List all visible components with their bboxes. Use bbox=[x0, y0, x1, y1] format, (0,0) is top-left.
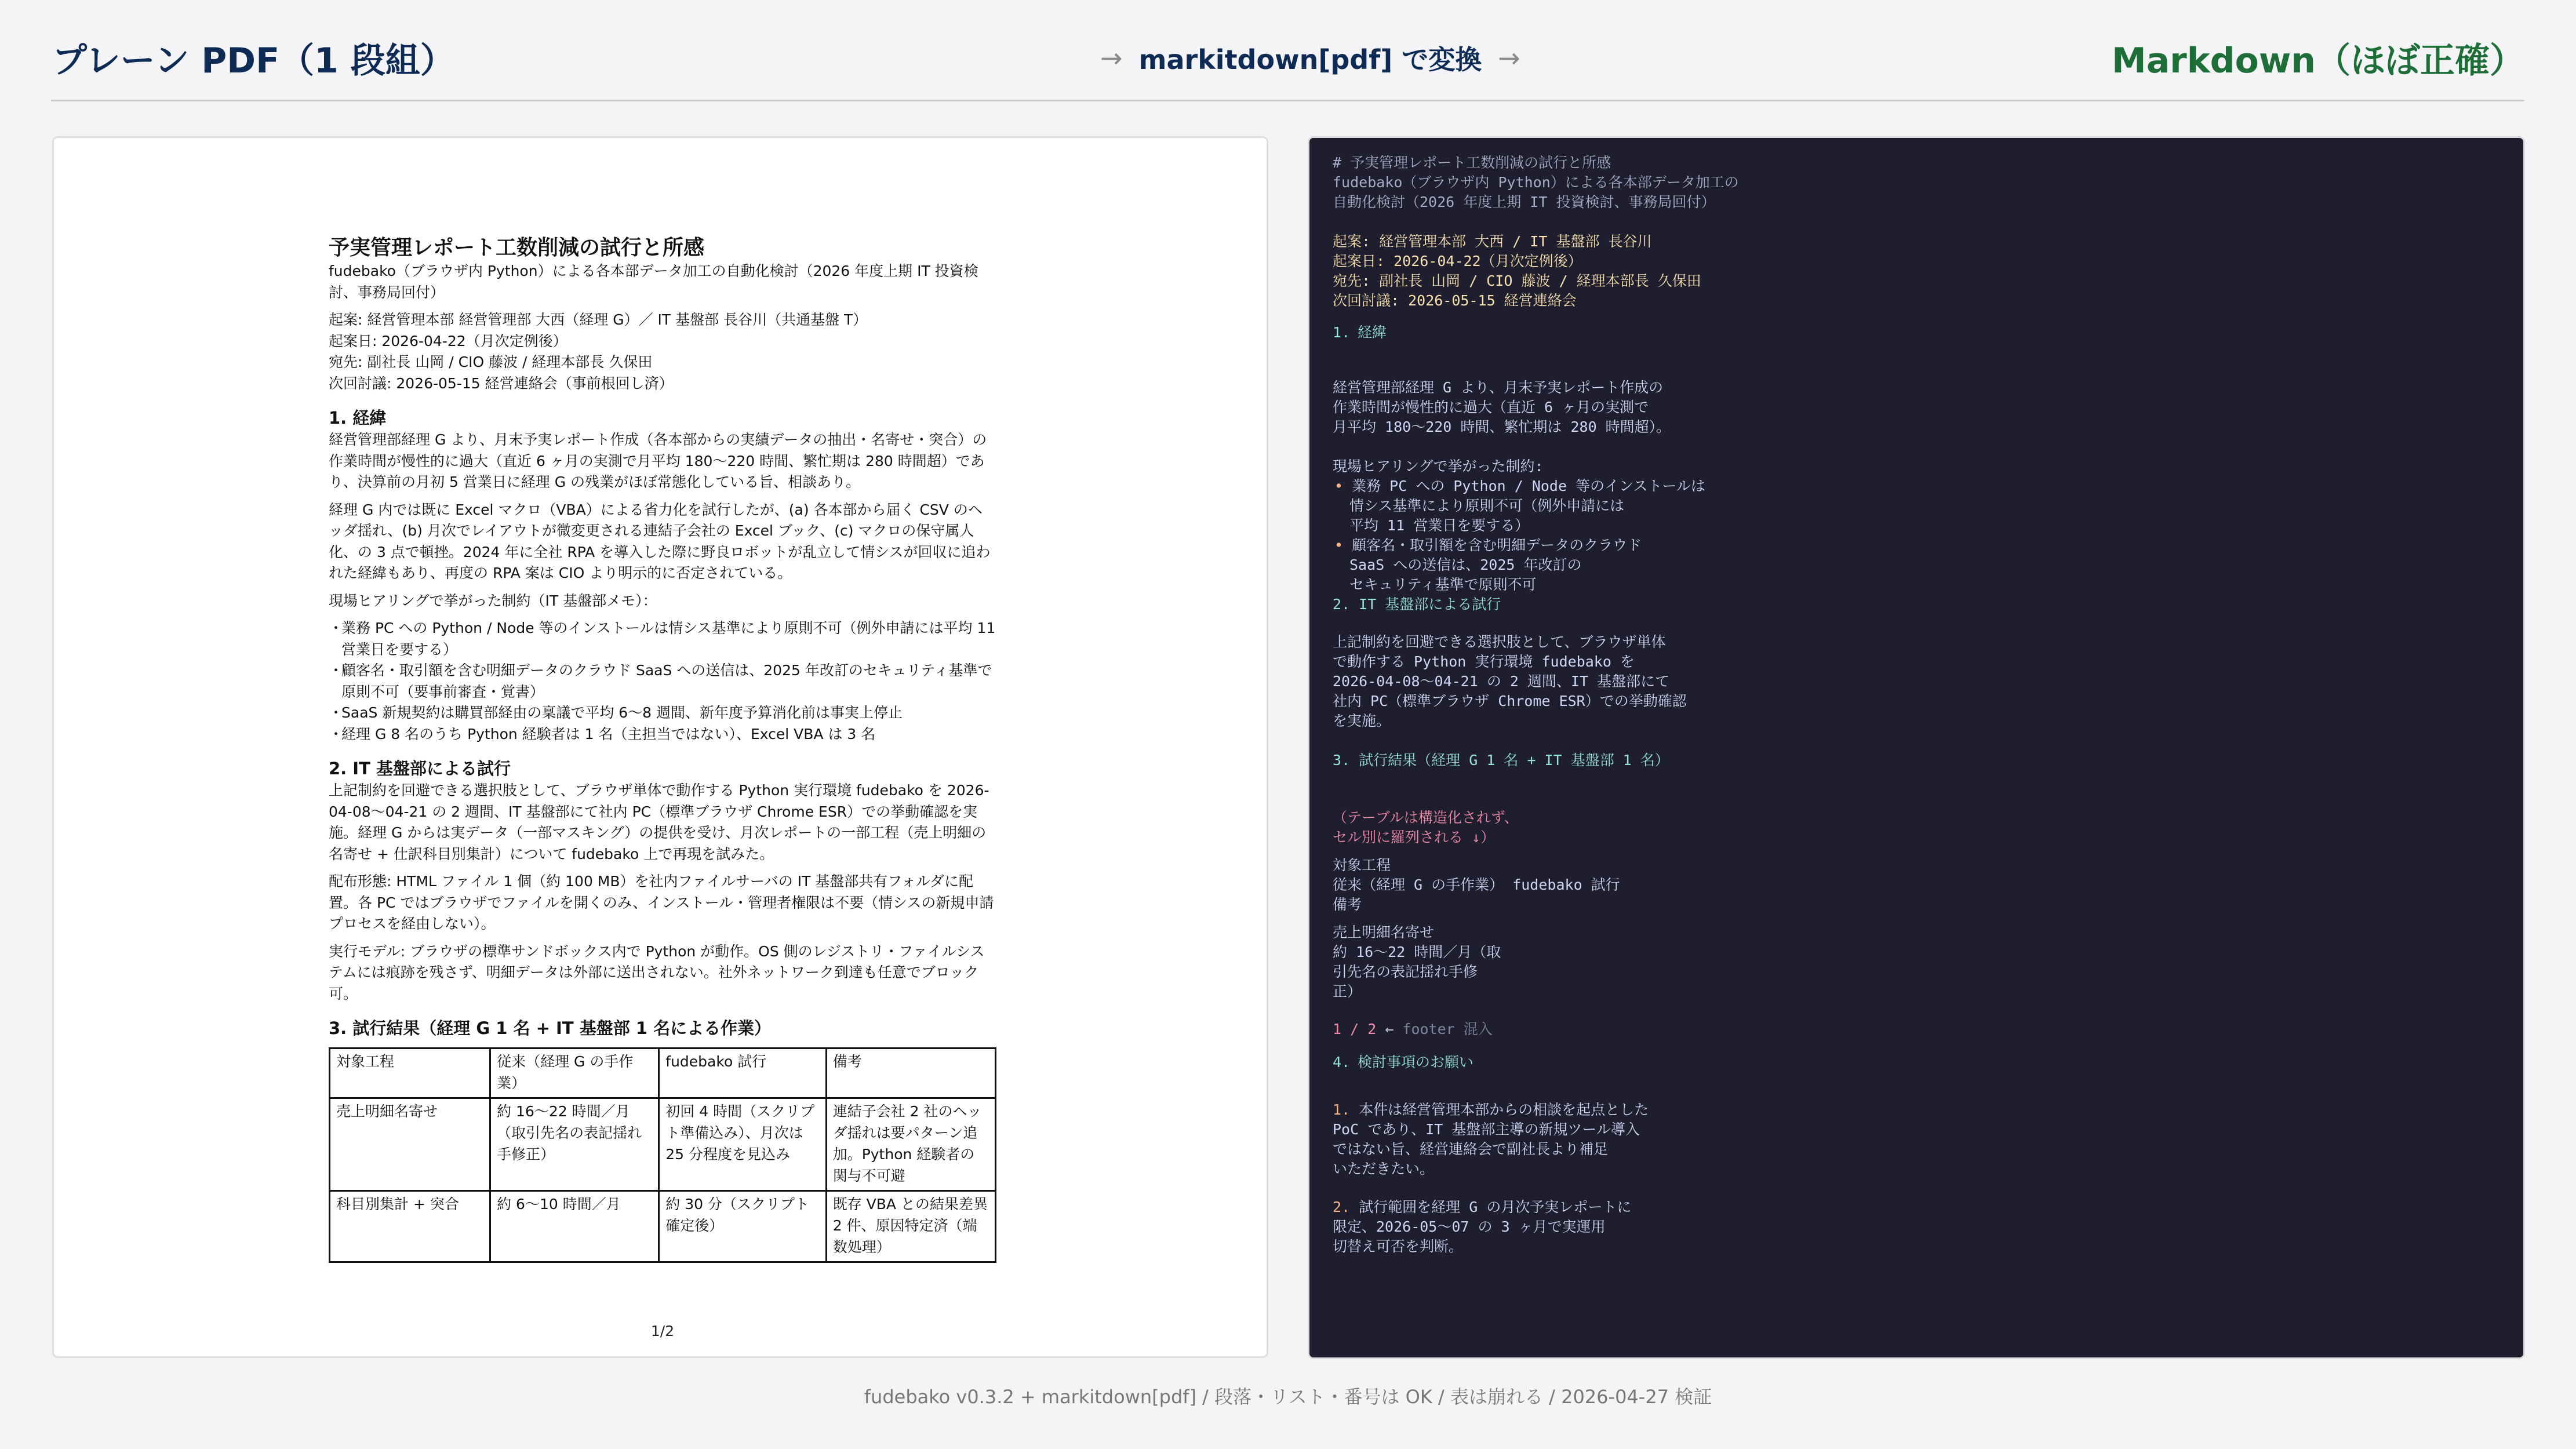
markdown-text-text: 引先名の表記揺れ手修 bbox=[1333, 963, 1478, 980]
markdown-text-text: 上記制約を回避できる選択肢として、ブラウザ単体 bbox=[1333, 634, 1666, 650]
markdown-text-text: 情シス基準により原則不可（例外申請には bbox=[1349, 497, 1625, 514]
document-meta bbox=[329, 310, 996, 394]
meta-date: 起案日: 2026-04-22（月次定例後） bbox=[329, 332, 567, 349]
markdown-line bbox=[1358, 1053, 1473, 1072]
markdown-text-text: SaaS への送信は、2025 年改訂の bbox=[1349, 556, 1582, 573]
markdown-line bbox=[1333, 291, 1577, 311]
bullet-icon: • bbox=[1334, 478, 1344, 494]
markdown-meta-text: 宛先: 副社長 山岡 / CIO 藤波 / 経理本部長 久保田 bbox=[1333, 272, 1701, 289]
conversion-label bbox=[1084, 32, 1537, 84]
paragraph: 経営管理部経理 G より、月末予実レポート作成（各本部からの実績データの抽出・名寄せ・突合）の作業時間が慢性的に過大（直近 6 ヶ月の実測で月平均 180〜220 時間、繁忙期は 280 時間超）であり、決算前の月初 5 営業日に経理 G の残業がほぼ常態化している旨、相談あり。 bbox=[329, 431, 987, 490]
source-panel-title: プレーン PDF（1 段組） bbox=[52, 41, 455, 81]
markdown-line bbox=[1333, 1197, 1631, 1217]
meta-recipients: 宛先: 副社長 山岡 / CIO 藤波 / 経理本部長 久保田 bbox=[329, 354, 653, 370]
markdown-meta-text: 次回討議: 2026-05-15 経営連絡会 bbox=[1333, 292, 1577, 309]
table-cell: 売上明細名寄せ bbox=[330, 1098, 490, 1191]
markdown-line bbox=[1333, 632, 1666, 652]
markdown-line bbox=[1333, 192, 1715, 212]
markdown-line bbox=[1333, 923, 1434, 942]
markdown-line bbox=[1333, 751, 1669, 770]
table-cell: 初回 4 時間（スクリプト準備込み）、月次は 25 分程度を見込み bbox=[659, 1098, 826, 1191]
markdown-text-text: 2026-04-08〜04-21 の 2 週間、IT 基盤部にて bbox=[1333, 673, 1670, 690]
table-header: fudebako 試行 bbox=[659, 1048, 826, 1098]
markdown-line bbox=[1333, 691, 1687, 711]
markdown-annotation-text: 1 / 2 bbox=[1333, 1021, 1377, 1037]
markdown-comment-text: # 予実管理レポート工数削減の試行と所感 bbox=[1333, 154, 1611, 171]
markdown-number-text: 1. bbox=[1333, 1101, 1351, 1118]
paragraph: 現場ヒアリングで挙がった制約（IT 基盤部メモ）： bbox=[329, 592, 657, 609]
markdown-text-text: 本件は経営管理本部からの相談を起点とした bbox=[1350, 1101, 1649, 1118]
bullet-icon: ・ bbox=[329, 725, 344, 742]
markdown-line bbox=[1333, 595, 1501, 614]
list-item bbox=[329, 702, 996, 724]
section-heading: 1. 経緯 bbox=[329, 408, 387, 428]
markdown-line bbox=[1349, 496, 1624, 516]
paragraph: 配布形態: HTML ファイル 1 個（約 100 MB）を社内ファイルサーバの IT 基盤部共有フォルダに配置。各 PC ではブラウザでファイルを開くのみ、インストール・管理者権限は不要（情シスの新規申請プロセスを経由しない）。 bbox=[329, 873, 994, 932]
markdown-line bbox=[1334, 476, 1705, 496]
list-item bbox=[329, 660, 996, 702]
markdown-annotation-text: （テーブルは構造化されず、 bbox=[1333, 809, 1519, 826]
markdown-arrow-text: ← bbox=[1376, 1021, 1403, 1037]
markdown-line bbox=[1333, 1100, 1649, 1120]
pdf-document bbox=[329, 235, 996, 1342]
markdown-line bbox=[1333, 417, 1671, 437]
markdown-line bbox=[1334, 536, 1642, 555]
markdown-line bbox=[1333, 457, 1544, 476]
markdown-line bbox=[1333, 962, 1478, 982]
markdown-text-text: 平均 11 営業日を要する） bbox=[1349, 517, 1530, 534]
markdown-line bbox=[1333, 153, 1611, 173]
table-cell: 科目別集計 + 突合 bbox=[330, 1191, 490, 1262]
markdown-text-text: 試行範囲を経理 G の月次予実レポートに bbox=[1350, 1199, 1632, 1215]
list-item-text: 業務 PC への Python / Node 等のインストールは情シス基準により原則不可（例外申請には平均 11 営業日を要する） bbox=[341, 620, 996, 658]
paragraph: 実行モデル: ブラウザの標準サンドボックス内で Python が動作。OS 側のレジストリ・ファイルシステムには痕跡を残さず、明細データは外部に送出されない。社外ネットワーク到達も任意でブロック可。 bbox=[329, 942, 985, 1002]
output-panel-title: Markdown（ほぼ正確） bbox=[2111, 41, 2524, 81]
section-heading: 3. 試行結果（経理 G 1 名 + IT 基盤部 1 名による作業） bbox=[329, 1018, 772, 1038]
results-table bbox=[329, 1047, 996, 1263]
markdown-line bbox=[1333, 378, 1663, 398]
markdown-line bbox=[1333, 875, 1620, 895]
markdown-line bbox=[1333, 711, 1391, 731]
table-header: 備考 bbox=[826, 1048, 995, 1098]
document-subtitle: fudebako（ブラウザ内 Python）による各本部データ加工の自動化検討（2026 年度上期 IT 投資検討、事務局回付） bbox=[329, 263, 978, 301]
markdown-text-text: 限定、2026-05〜07 の 3 ヶ月で実運用 bbox=[1333, 1218, 1606, 1235]
markdown-code bbox=[1309, 138, 2523, 1357]
markdown-line bbox=[1333, 942, 1501, 962]
table-header-row bbox=[330, 1048, 996, 1098]
markdown-text-text: 売上明細名寄せ bbox=[1333, 924, 1435, 941]
markdown-line bbox=[1333, 232, 1652, 252]
constraint-list bbox=[329, 618, 996, 745]
markdown-text-text: 切替え可否を判断。 bbox=[1333, 1238, 1464, 1255]
markdown-line bbox=[1333, 398, 1649, 417]
markdown-text-text: 業務 PC への Python / Node 等のインストールは bbox=[1343, 478, 1705, 494]
markdown-text-text: 現場ヒアリングで挙がった制約: bbox=[1333, 458, 1544, 475]
markdown-line bbox=[1333, 252, 1582, 271]
markdown-text-text: セキュリティ基準で原則不可 bbox=[1349, 576, 1537, 593]
markdown-line bbox=[1333, 855, 1391, 875]
markdown-heading-text: 経緯 bbox=[1358, 324, 1387, 341]
markdown-line bbox=[1333, 271, 1701, 291]
bullet-icon: • bbox=[1334, 537, 1344, 554]
list-item bbox=[329, 724, 996, 745]
table-cell: 約 30 分（スクリプト確定後） bbox=[659, 1191, 826, 1262]
markdown-line bbox=[1333, 1217, 1606, 1237]
page-number: 1/2 bbox=[650, 1323, 675, 1339]
markdown-text-text: 備考 bbox=[1333, 896, 1362, 913]
markdown-text-text: 対象工程 bbox=[1333, 857, 1391, 873]
markdown-line bbox=[1333, 1120, 1640, 1139]
markdown-meta-text: 起案日: 2026-04-22（月次定例後） bbox=[1333, 253, 1582, 270]
bullet-icon: ・ bbox=[329, 662, 344, 679]
markdown-text-text: を実施。 bbox=[1333, 712, 1391, 729]
markdown-line bbox=[1333, 982, 1362, 1002]
markdown-heading-text: 2. IT 基盤部による試行 bbox=[1333, 596, 1501, 613]
meta-proposer: 起案: 経営管理本部 経営管理部 大西（経理 G）／ IT 基盤部 長谷川（共通基盤 T） bbox=[329, 311, 868, 328]
paragraph: 経理 G 内では既に Excel マクロ（VBA）による省力化を試行したが、(a) 各本部から届く CSV のヘッダ揺れ、(b) 月次でレイアウトが微変更される連結子会社の Excel ブック、(c) マクロの保守属人化、の 3 点で頓挫。2024 年に全社 RPA を導入した際に野良ロボットが乱立して情シスが回収に追われた経緯もあり、再度の RPA 案は CIO より明示的に否定されている。 bbox=[329, 501, 991, 581]
markdown-line bbox=[1358, 323, 1387, 343]
markdown-output-panel bbox=[1308, 136, 2525, 1359]
markdown-text-text: 約 16〜22 時間／月（取 bbox=[1333, 944, 1501, 960]
paragraph: 上記制約を回避できる選択肢として、ブラウザ単体で動作する Python 実行環境 fudebako を 2026-04-08〜04-21 の 2 週間、IT 基盤部にて社内 PC（標準ブラウザ Chrome ESR）での挙動確認を実施。経理 G からは実データ（一部マスキング）の提供を受け、月次レポートの一部工程（売上明細の名寄せ + 仕訳科目別集計）について fudebako 上で再現を試みた。 bbox=[329, 782, 989, 862]
markdown-line bbox=[1333, 323, 1350, 343]
arrow-right-icon: → bbox=[1498, 42, 1520, 74]
pdf-page-preview bbox=[52, 136, 1268, 1358]
table-cell: 既存 VBA との結果差異 2 件、原因特定済（端数処理） bbox=[826, 1191, 995, 1262]
table-header: 従来（経理 G の手作業） bbox=[490, 1048, 659, 1098]
meta-next-meeting: 次回討議: 2026-05-15 経営連絡会（事前根回し済） bbox=[329, 374, 674, 392]
bullet-icon: ・ bbox=[329, 704, 344, 721]
markdown-meta-text: 起案: 経営管理本部 大西 / IT 基盤部 長谷川 bbox=[1333, 233, 1652, 250]
list-item bbox=[329, 618, 996, 660]
footer-caption: fudebako v0.3.2 + markitdown[pdf] / 段落・リスト・番号は OK / 表は崩れる / 2026-04-27 検証 bbox=[864, 1386, 1712, 1408]
list-item-text: 顧客名・取引額を含む明細データのクラウド SaaS への送信は、2025 年改訂のセキュリティ基準で原則不可（要事前審査・覚書） bbox=[341, 662, 992, 700]
markdown-line bbox=[1333, 895, 1362, 915]
bullet-icon: ・ bbox=[329, 620, 344, 636]
table-row bbox=[330, 1098, 996, 1191]
markdown-text-text: 月平均 180〜220 時間、繁忙期は 280 時間超）。 bbox=[1333, 418, 1671, 435]
table-row bbox=[330, 1191, 996, 1262]
markdown-line bbox=[1333, 1237, 1463, 1257]
markdown-line bbox=[1349, 516, 1529, 536]
table-cell: 約 16〜22 時間／月（取引先名の表記揺れ手修正） bbox=[490, 1098, 659, 1191]
list-item-text: 経理 G 8 名のうち Python 経験者は 1 名（主担当ではない）、Excel VBA は 3 名 bbox=[341, 725, 876, 742]
table-cell: 連結子会社 2 社のヘッダ揺れは要パターン追加。Python 経験者の関与不可避 bbox=[826, 1098, 995, 1191]
markdown-line bbox=[1349, 575, 1537, 595]
markdown-line bbox=[1333, 1159, 1434, 1179]
table-cell: 約 6〜10 時間／月 bbox=[490, 1191, 659, 1262]
document-title: 予実管理レポート工数削減の試行と所感 bbox=[329, 236, 705, 260]
markdown-text-text: ではない旨、経営連絡会で副社長より補足 bbox=[1333, 1141, 1609, 1157]
header-divider bbox=[51, 100, 2524, 101]
markdown-line bbox=[1333, 1139, 1608, 1159]
markdown-annotation-text: セル別に羅列される ↓） bbox=[1333, 829, 1496, 846]
markdown-line bbox=[1333, 652, 1635, 672]
table-header: 対象工程 bbox=[330, 1048, 490, 1098]
markdown-line bbox=[1333, 808, 1519, 828]
markdown-text-text: 社内 PC（標準ブラウザ Chrome ESR）での挙動確認 bbox=[1333, 693, 1687, 709]
markdown-heading-text: 4. bbox=[1333, 1054, 1351, 1071]
markdown-heading-text: 3. 試行結果（経理 G 1 名 + IT 基盤部 1 名） bbox=[1333, 752, 1669, 769]
markdown-heading-text: 1. bbox=[1333, 324, 1351, 341]
markdown-line bbox=[1333, 1020, 1493, 1039]
markdown-line bbox=[1333, 173, 1739, 192]
markdown-line bbox=[1333, 1053, 1350, 1072]
markdown-text-text: 作業時間が慢性的に過大（直近 6 ヶ月の実測で bbox=[1333, 399, 1649, 416]
markdown-text-text: 経営管理部経理 G より、月末予実レポート作成の bbox=[1333, 379, 1664, 396]
markdown-text-text: で動作する Python 実行環境 fudebako を bbox=[1333, 653, 1635, 670]
markdown-line bbox=[1349, 555, 1582, 575]
markdown-comment-text: fudebako（ブラウザ内 Python）による各本部データ加工の bbox=[1333, 174, 1739, 191]
markdown-muted-text: footer 混入 bbox=[1402, 1021, 1493, 1037]
list-item-text: SaaS 新規契約は購買部経由の稟議で平均 6〜8 週間、新年度予算消化前は事実上停止 bbox=[341, 704, 903, 721]
markdown-line bbox=[1333, 672, 1669, 691]
markdown-text-text: 顧客名・取引額を含む明細データのクラウド bbox=[1343, 537, 1642, 554]
arrow-right-icon: → bbox=[1100, 42, 1123, 74]
markdown-text-text: 正） bbox=[1333, 983, 1362, 1000]
conversion-tool-label: markitdown[pdf] で変換 bbox=[1138, 44, 1482, 75]
markdown-number-text: 2. bbox=[1333, 1199, 1351, 1215]
markdown-text-text: PoC であり、IT 基盤部主導の新規ツール導入 bbox=[1333, 1121, 1640, 1138]
markdown-heading-text: 検討事項のお願い bbox=[1358, 1054, 1474, 1071]
markdown-line bbox=[1333, 828, 1495, 847]
markdown-comment-text: 自動化検討（2026 年度上期 IT 投資検討、事務局回付） bbox=[1333, 194, 1716, 210]
markdown-text-text: いただきたい。 bbox=[1333, 1160, 1435, 1177]
section-heading: 2. IT 基盤部による試行 bbox=[329, 759, 511, 778]
markdown-text-text: 従来（経理 G の手作業） fudebako 試行 bbox=[1333, 876, 1620, 893]
